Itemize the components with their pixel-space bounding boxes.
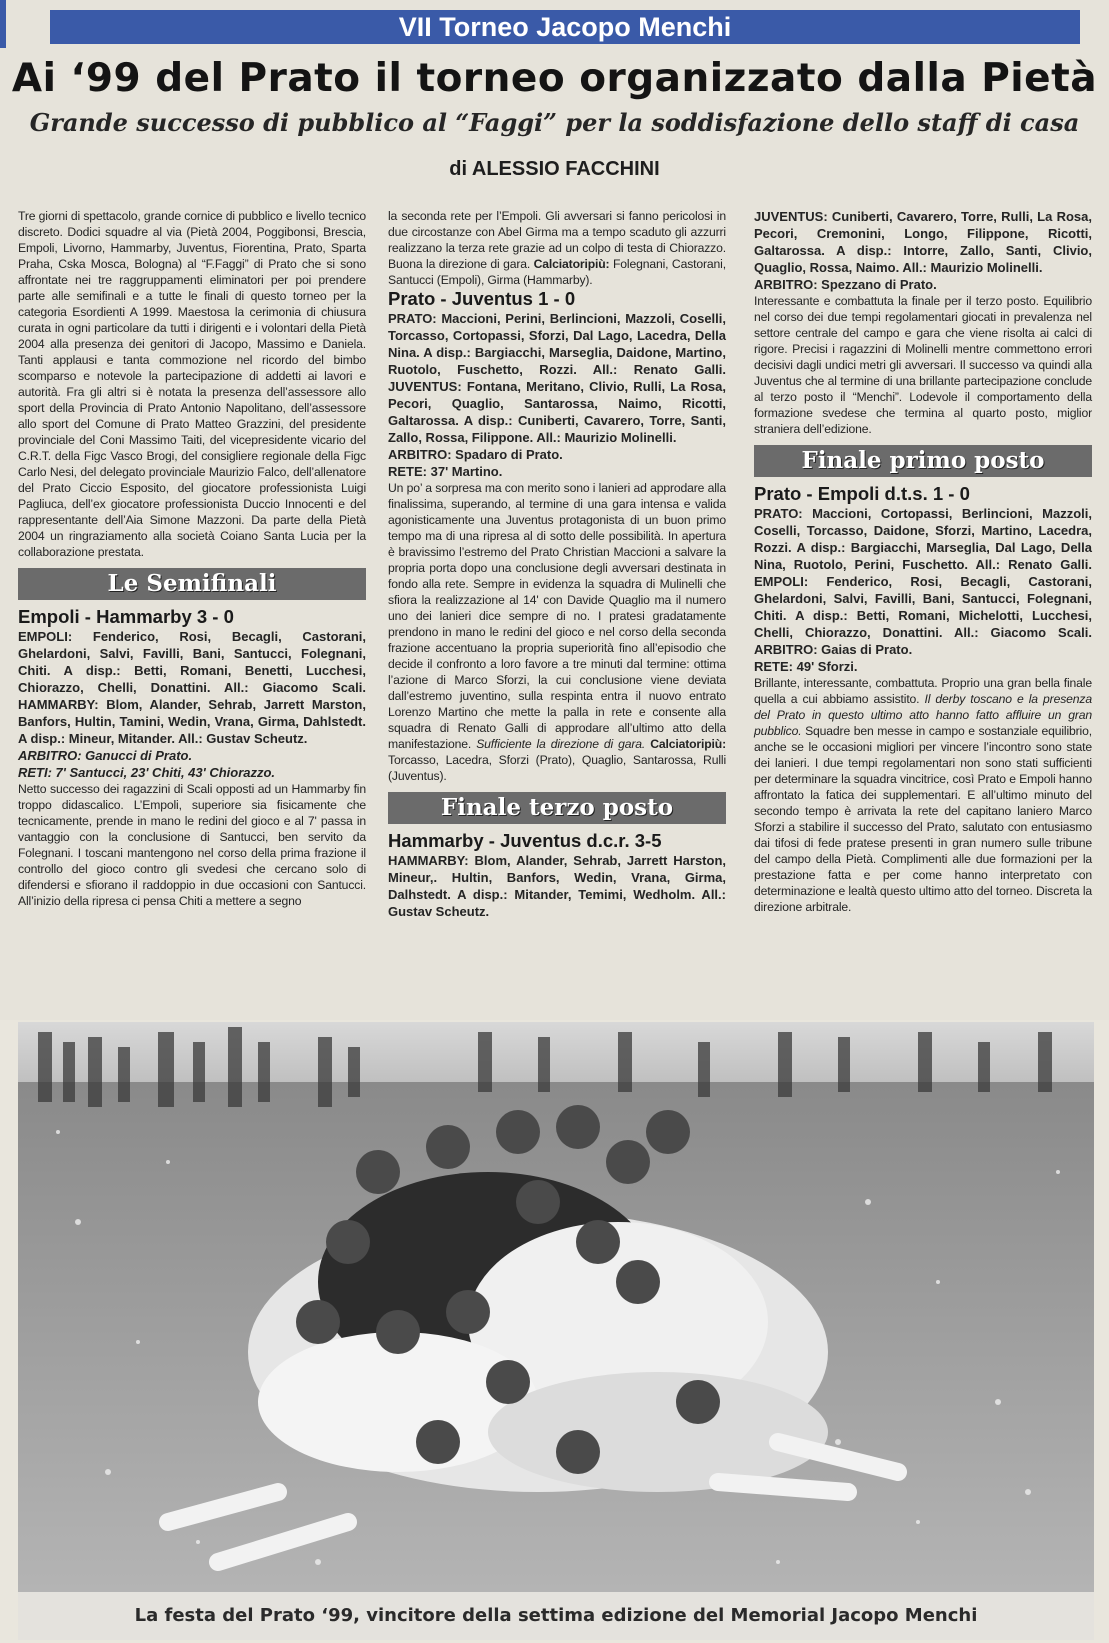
report-finale <box>754 675 1092 915</box>
report-prato-juventus <box>388 480 726 784</box>
section-heading-primo-posto: Finale primo posto <box>754 445 1092 477</box>
column-3 <box>754 208 1092 915</box>
goals-empoli-hammarby: RETI: 7' Santucci, 23' Chiti, 43' Chiorazzo. <box>18 765 276 780</box>
photo-illustration <box>18 1022 1094 1592</box>
subheadline: Grande successo di pubblico al “Faggi” per la soddisfazione dello staff di casa <box>29 108 1080 137</box>
section-heading-terzo-posto: Finale terzo posto <box>388 792 726 824</box>
column-2 <box>388 208 726 920</box>
headline: Ai ‘99 del Prato il torneo organizzato dalla Pietà <box>11 56 1098 101</box>
report-finale-c: Squadre ben messe in campo e sostanziale equilibrio, anche se le occasioni migliori per vincere l’incontro sono state dei lanieri. I due tempi regolamentari non sono stati sufficienti per determinare la squadra vincitrice, così Prato e Empoli hanno affrontato la fatica dei supplementari. E all’ultimo minuto del secondo tempo è arrivata la rete del capitano laniero Marco Sforzi a stabilire il successo del Prato, salutato con entusiasmo dai tifosi di fede pratese presenti in gran numero sulle tribune del campo della Pietà. Complimenti alle due formazioni per la prestazione fatta e per come hanno interpretato con determinazione e lealtà questo ultimo atto del torneo. Discreta la direzione arbitrale. <box>754 724 1092 914</box>
calciatoripiu-label-1: Calciatoripiù: <box>533 257 610 271</box>
goals-prato-empoli: RETE: 49' Sforzi. <box>754 659 858 674</box>
referee-empoli-hammarby: ARBITRO: Ganucci di Prato. <box>18 748 193 763</box>
kicker-bar <box>50 10 1080 44</box>
report-terzo-posto: Interessante e combattuta la finale per il terzo posto. Equilibrio nel corso dei due tempi regolamentari giocati in prevalenza nel settore centrale del campo e gara che viene risolta ai calci di rigore. Precisi i ragazzini di Molinelli mentre commettono errori decisivi dagli undici metri gli avversari. Il successo va quindi alla Juventus che al termine di una brillante partecipazione conclude al terzo posto il “Menchi”. Lodevole il comportamento della formazione svedese che termina al quarto posto, miglior straniera dell’edizione. <box>754 294 1092 436</box>
column-1 <box>18 208 366 909</box>
goals-prato-juventus: RETE: 37' Martino. <box>388 464 503 479</box>
match-title-prato-juventus: Prato - Juventus 1 - 0 <box>388 288 576 309</box>
calciatoripiu-names-1: Folegnani, Castorani, Santucci (Empoli), Girma (Hammarby). <box>388 257 726 287</box>
lineups-prato-juventus: PRATO: Maccioni, Perini, Berlincioni, Mazzoli, Coselli, Torcasso, Cortopassi, Sforzi, Dal Lago, Lacedra, Della Nina. A disp.: Bargiacchi, Marseglia, Daidone, Martino, Ruotolo, Fuschetto, Rozzi. All.: Renato Galli. JUVENTUS: Fontana, Meritano, Clivio, Rulli, La Rosa, Pecori, Quaglio, Santarossa, Naimo, Ricotti, Galtarossa. A disp.: Cuniberti, Cavarero, Torre, Santi, Zallo, Rossa, Filippone. All.: Maurizio Molinelli. <box>388 311 726 445</box>
report-continuation <box>388 208 726 288</box>
match-title-prato-empoli: Prato - Empoli d.t.s. 1 - 0 <box>754 483 970 504</box>
match-title-empoli-hammarby: Empoli - Hammarby 3 - 0 <box>18 606 234 627</box>
report-finale-b: Il derby toscano e la presenza del Prato in questo ultimo atto hanno fatto affluire un gran pubblico. <box>754 692 1092 738</box>
referee-terzo-posto: ARBITRO: Spezzano di Prato. <box>754 277 937 292</box>
lineups-juventus-terzo: JUVENTUS: Cuniberti, Cavarero, Torre, Rulli, La Rosa, Pecori, Cremonini, Longo, Filippone, Ricotti, Galtarossa. A disp.: Intorre, Zallo, Santi, Clivio, Quaglio, Rossa, Naimo. All.: Maurizio Molinelli. <box>754 209 1092 275</box>
referee-prato-juventus: ARBITRO: Spadaro di Prato. <box>388 447 563 462</box>
lineups-hammarby-juventus: HAMMARBY: Blom, Alander, Sehrab, Jarrett Harston, Mineur,. Hultin, Banfors, Wedin, Vrana, Girma, Dalhstedt. A disp.: Mitander, Temimi, Wedholm. All.: Gustav Scheutz. <box>388 853 726 919</box>
page-edge-mark <box>0 0 6 48</box>
team-celebration-photo <box>18 1022 1094 1592</box>
calciatoripiu-label-2: Calciatoripiù: <box>650 737 726 751</box>
photo-caption: La festa del Prato ‘99, vincitore della settima edizione del Memorial Jacopo Menchi <box>18 1592 1094 1640</box>
calciatoripiu-names-2: Torcasso, Lacedra, Sforzi (Prato), Quaglio, Santarossa, Rulli (Juventus). <box>388 753 726 783</box>
report-cont-text: la seconda rete per l’Empoli. Gli avversari si fanno pericolosi in due circostanze con Abel Girma ma a tempo scaduto gli azzurri realizzano la terza rete grazie ad un colpo di testa di Chiorazzo. Buona la direzione di gara. <box>388 209 726 271</box>
report-prato-juventus-text: Un po’ a sorpresa ma con merito sono i lanieri ad approdare alla finalissima, superando, al termine di una gara intensa e valida agonisticamente una Juventus protagonista di un buon primo tempo ma di una ripresa al di sotto delle possibilità. In apertura è bravissimo l’estremo del Prato Christian Maccioni a salvare la propria porta dopo una conclusione degli avversari destinata in fondo alla rete. Sempre in evidenza la squadra di Mulinelli che sfiora la realizzazione al 14' con Davide Quaglio ma il numero uno dei lanieri dice sempre di no. I pratesi gradatamente prendono in mano le redini del gioco e nel corso della seconda frazione accentuano la propria superiorità fino all’episodio che decide il confronto a loro favore a tre minuti dal termine: ottima l’azione di Marco Sforzi, la cui conclusione viene deviata dall’estremo juventino, sulla respinta entra il nuovo entrato Lorenzo Martino che mette la palla in rete e consente alla squadra di Renato Galli di approdare all’ultimo atto della manifestazione. <box>388 481 726 751</box>
byline: di ALESSIO FACCHINI <box>449 158 660 180</box>
match-title-hammarby-juventus: Hammarby - Juventus d.c.r. 3-5 <box>388 830 662 851</box>
lineups-empoli-hammarby: EMPOLI: Fenderico, Rosi, Becagli, Castorani, Ghelardoni, Salvi, Favilli, Bani, Santucci, Folegnani, Chiti. A disp.: Betti, Romani, Benetti, Lucchesi, Chiorazzo, Chelli, Donattini. All.: Giacomo Scali. HAMMARBY: Blom, Alander, Sehrab, Jarrett Marston, Banfors, Hultin, Tamini, Wedin, Vrana, Girma, Dahlstedt. A disp.: Mineur, Mitander. All.: Gustav Scheutz. <box>18 629 366 746</box>
kicker-text: VII Torneo Jacopo Menchi <box>398 11 732 42</box>
lineups-prato-empoli: PRATO: Maccioni, Cortopassi, Berlincioni, Mazzoli, Coselli, Torcasso, Daidone, Sforzi, Martino, Lacedra, Rozzi. A disp.: Bargiacchi, Marseglia, Dal Lago, Della Nina, Ruotolo, Perini, Fuschetto. All.: Renato Galli. EMPOLI: Fenderico, Rosi, Becagli, Castorani, Ghelardoni, Salvi, Favilli, Bani, Santucci, Folegnani, Chiti. A disp.: Betti, Romani, Michelotti, Lucchesi, Chelli, Chiorazzo, Donattini. All.: Giacomo Scali. ARBITRO: Gaias di Prato. <box>754 506 1092 657</box>
section-heading-semifinali: Le Semifinali <box>18 568 366 600</box>
report-finale-a: Brillante, interessante, combattuta. Proprio una gran bella finale quella a cui abbiamo assistito. <box>754 676 1092 706</box>
intro-paragraph: Tre giorni di spettacolo, grande cornice di pubblico e livello tecnico discreto. Dodici squadre al via (Pietà 2004, Poggibonsi, Brescia, Empoli, Livorno, Hammarby, Juventus, Fiorentina, Prato, Sparta Praha, Cska Mosca, Bologna) al “F.Faggi” di Prato che si sono affrontate nei tre raggruppamenti eliminatori per poi prendere parte alle semifinali e a tutte le finali di questo torneo per la categoria Esordienti A 1999. Maestosa la cerimonia di chiusura curata in ogni particolare da tutti i dirigenti e i volontari della Pietà 2004 alla presenza dei genitori di Jacopo, Massimo e Daniela. Tanti applausi e tanta commozione nel ricordo del bimbo scomparso e notevole la partecipazione di addetti ai lavori e autorità. Fra gli altri si è notata la presenza dell’assessore allo sport della Provincia di Prato Antonio Napolitano, dell’assessore allo sport del Comune di Prato Matteo Grazzini, del presidente provinciale del Coni Massimo Taiti, del vicepresidente vicario del C.R.T. della Figc Vasco Brogi, del consigliere regionale della Figc Carlo Nesi, del delegato provinciale Maurizio Falco, dell’allenatore del Prato Ciccio Esposito, del giocatore professionista Luigi Pagliuca, dell’ex giocatore professionista Duccio Innocenti e del rappresentante dell’Aia Simone Mazzoni. Da parte della Pietà 2004 un ringraziamento alla società Coiano Santa Lucia per la collaborazione prestata. <box>18 209 366 559</box>
report-prato-juventus-end: Sufficiente la direzione di gara. <box>476 737 646 751</box>
report-empoli-hammarby: Netto successo dei ragazzini di Scali opposti ad un Hammarby fin troppo didascalico. L’Empoli, superiore sia fisicamente che tecnicamente, prende in mano le redini del gioco e al 7' passa in vantaggio con la conclusione di Santucci, ben servito da Folegnani. I toscani mantengono nel corso della prima frazione il controllo del gioco contro gli svedesi che cercano solo di difendersi e sfiorano il raddoppio in due occasioni con Santucci. All’inizio della ripresa ci pensa Chiti a mettere a segno <box>18 782 366 908</box>
